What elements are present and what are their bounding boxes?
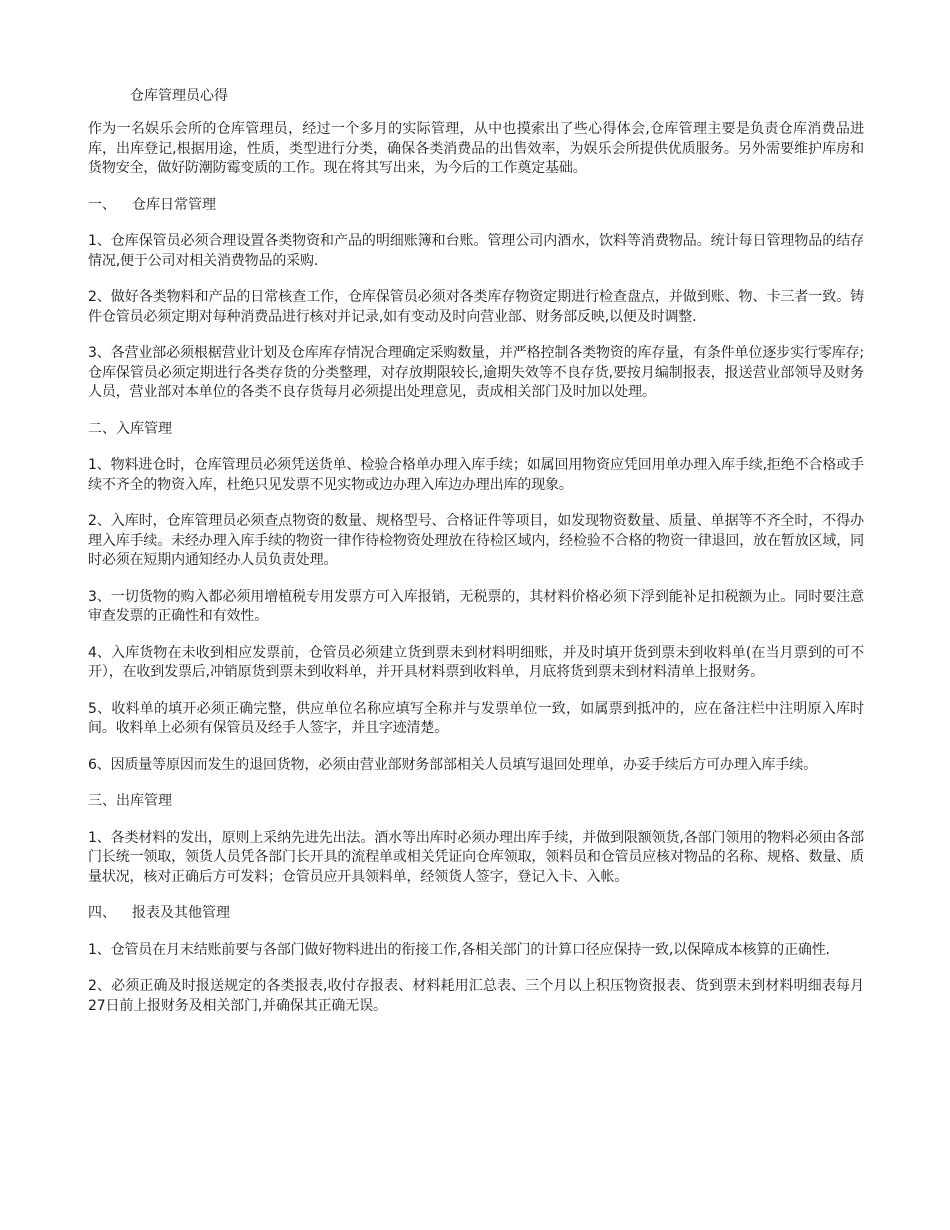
intro-paragraph: 作为一名娱乐会所的仓库管理员，经过一个多月的实际管理，从中也摸索出了些心得体会,仓库管理主要是负责仓库消费品进库，出库登记,根据用途，性质，类型进行分类，确保各类消费品的出售效率，为娱乐会所提供优质服务。另外需要维护库房和货物安全，做好防潮防霉变质的工作。现在将其写出来，为今后的工作奠定基础。 <box>88 121 864 176</box>
section-number: 二、 <box>88 420 116 437</box>
paragraph: 3、一切货物的购入都必须用增植税专用发票方可入库报销，无税票的，其材料价格必须下浮到能补足扣税额为止。同时要注意审查发票的正确性和有效性。 <box>88 588 864 624</box>
section-heading-text: 入库管理 <box>116 420 172 437</box>
section-number: 一、 <box>88 196 116 213</box>
paragraph: 6、因质量等原因而发生的退回货物，必须由营业部财务部部相关人员填写退回处理单，办妥手续后方可办理入库手续。 <box>88 756 817 773</box>
section-heading-inbound <box>88 420 864 440</box>
paragraph: 1、物料进仓时，仓库管理员必须凭送货单、检验合格单办理入库手续；如属回用物资应凭回用单办理入库手续,拒绝不合格或手续不齐全的物资入库，杜绝只见发票不见实物或边办理入库边办理出库的现象。 <box>88 457 864 493</box>
section-number: 四、 <box>88 905 116 921</box>
section-heading-text: 报表及其他管理 <box>132 905 230 921</box>
paragraph: 2、做好各类物料和产品的日常核查工作，仓库保管员必须对各类库存物资定期进行检查盘点，并做到账、物、卡三者一致。铸件仓管员必须定期对每种消费品进行核对并记录,如有变动及时向营业部、财务部反映,以便及时调整. <box>88 289 864 325</box>
section-heading-outbound <box>88 792 864 812</box>
paragraph: 5、收料单的填开必须正确完整，供应单位名称应填写全称并与发票单位一致，如属票到抵冲的，应在备注栏中注明原入库时间。收料单上必须有保管员及经手人签字，并且字迹清楚。 <box>88 700 864 736</box>
section-heading-daily <box>88 196 864 216</box>
section-heading-text: 出库管理 <box>116 793 172 809</box>
paragraph: 1、各类材料的发出，原则上采纳先进先出法。酒水等出库时必须办理出库手续，并做到限额领货,各部门领用的物料必须由各部门长统一领取，领货人员凭各部门长开具的流程单或相关凭证向仓库领取，领料员和仓管员应核对物品的名称、规格、数量、质量状况，核对正确后方可发料；仓管员应开具领料单，经领货人签字，登记入卡、入帐。 <box>88 829 864 885</box>
section-number: 三、 <box>88 793 116 809</box>
paragraph: 2、入库时，仓库管理员必须查点物资的数量、规格型号、合格证件等项目，如发现物资数量、质量、单据等不齐全时，不得办理入库手续。未经办理入库手续的物资一律作待检物资处理放在待检区域内，经检验不合格的物资一律退回，放在暂放区域，同时必须在短期内通知经办人员负责处理。 <box>88 513 864 568</box>
section-heading-text: 仓库日常管理 <box>132 196 216 213</box>
document-page <box>88 86 864 1033</box>
paragraph: 1、仓管员在月末结账前要与各部门做好物料进出的衔接工作,各相关部门的计算口径应保持一致,以保障成本核算的正确性. <box>88 941 830 958</box>
paragraph: 1、仓库保管员必须合理设置各类物资和产品的明细账簿和台账。管理公司内酒水，饮料等消费物品。统计每日管理物品的结存情况,便于公司对相关消费物品的采购. <box>88 233 864 269</box>
document-title: 仓库管理员心得 <box>130 88 228 104</box>
section-heading-reports <box>88 904 864 924</box>
paragraph: 3、各营业部必须根椐营业计划及仓库库存情况合理确定采购数量，并严格控制各类物资的库存量，有条件单位逐步实行零库存;仓库保管员必须定期进行各类存货的分类整理，对存放期限较长,逾期失效等不良存货,要按月编制报表，报送营业部领导及财务人员，营业部对本单位的各类不良存货每月必须提出处理意见，责成相关部门及时加以处理。 <box>88 345 864 400</box>
paragraph: 4、入库货物在未收到相应发票前，仓管员必须建立货到票未到材料明细账，并及时填开货到票未到收料单(在当月票到的可不开），在收到发票后,冲销原货到票未到收料单，并开具材料票到收料单，月底将货到票未到材料清单上报财务。 <box>88 644 864 680</box>
paragraph: 2、必须正确及时报送规定的各类报表,收付存报表、材料耗用汇总表、三个月以上积压物资报表、货到票未到材料明细表每月27日前上报财务及相关部门,并确保其正确无误。 <box>88 978 864 1014</box>
